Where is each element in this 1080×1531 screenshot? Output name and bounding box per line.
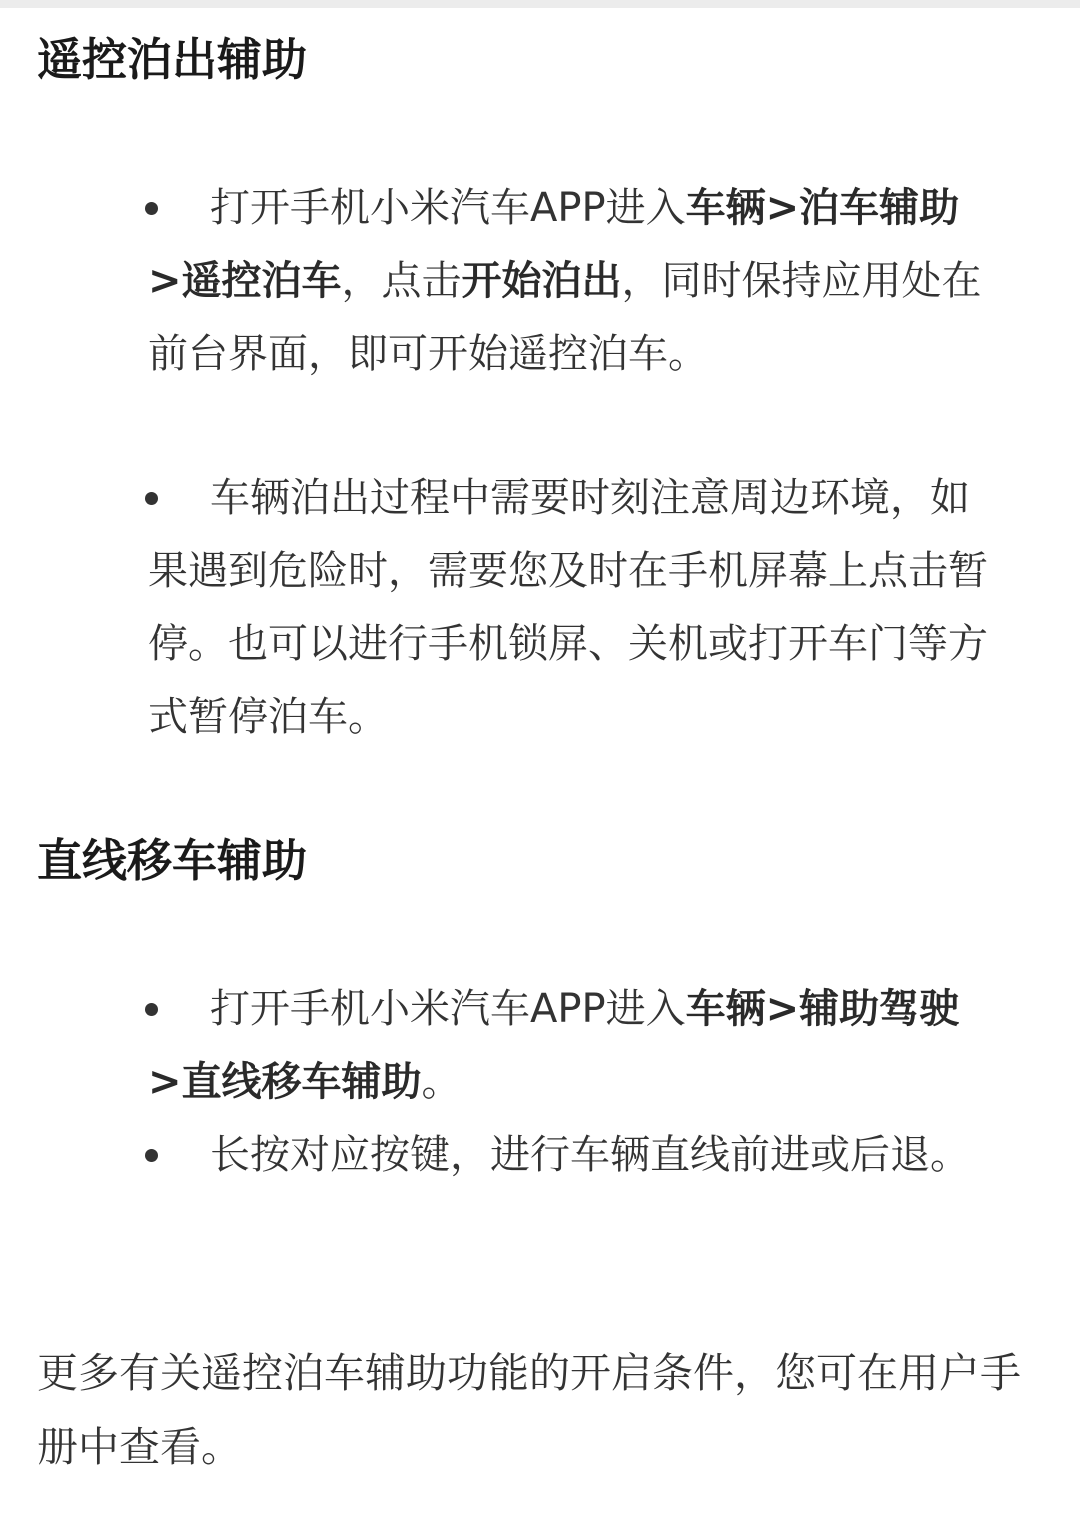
section-title-remote-parking: 遥控泊出辅助 — [37, 33, 308, 86]
bullet-text: ，同时保持应用处在前台界面，即可开始遥控泊车。 — [148, 258, 982, 377]
bullet-bold-text: 车辆>辅助驾驶>直线移车辅助 — [148, 986, 960, 1105]
bullet-text: 打开手机小米汽车APP进入 — [210, 185, 686, 231]
bullet-text: 长按对应按键，进行车辆直线前进或后退。 — [210, 1132, 970, 1178]
bullet-bold-text: 车辆>泊车辅助>遥控泊车 — [148, 185, 960, 304]
bullet-text: ，点击 — [341, 258, 462, 304]
bullet-item — [148, 1119, 988, 1192]
bullet-item — [148, 172, 988, 391]
bullet-text: 打开手机小米汽车APP进入 — [210, 986, 686, 1032]
section-title-straight-move: 直线移车辅助 — [37, 834, 308, 887]
bullet-dot-icon — [145, 1003, 158, 1016]
footer-note: 更多有关遥控泊车辅助功能的开启条件，您可在用户手册中查看。 — [37, 1349, 1021, 1471]
bullet-text: 车辆泊出过程中需要时刻注意周边环境，如果遇到危险时，需要您及时在手机屏幕上点击暂停。也可以进行手机锁屏、关机或打开车门等方式暂停泊车。 — [148, 475, 988, 740]
bullet-dot-icon — [145, 202, 158, 215]
bullet-item — [148, 973, 988, 1119]
bullet-dot-icon — [145, 492, 158, 505]
bullet-text: 。 — [421, 1059, 462, 1105]
bullet-bold-text: 开始泊出 — [461, 258, 622, 304]
bullet-item — [148, 462, 988, 754]
top-divider-strip — [0, 0, 1080, 8]
bullet-dot-icon — [145, 1149, 158, 1162]
